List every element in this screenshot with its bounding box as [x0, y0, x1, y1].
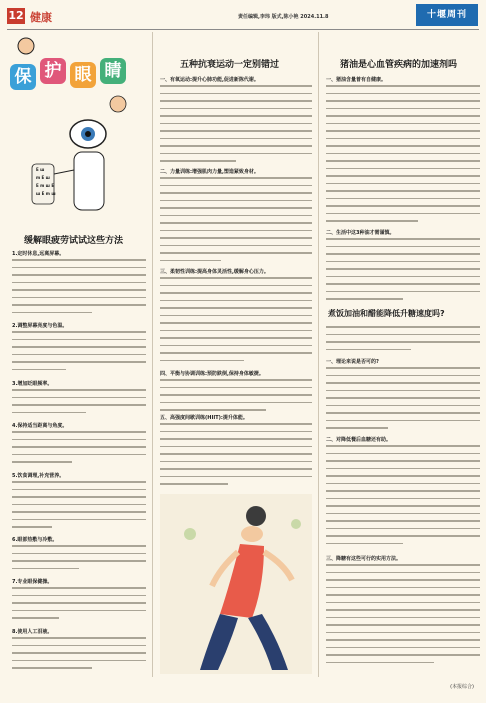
body-text	[12, 259, 146, 319]
article-subhead: 三、柔韧性训练:提高身体灵活性,缓解身心压力。	[160, 269, 269, 275]
body-text	[326, 85, 480, 228]
editor-meta: 责任编辑,李玮 版式,陈小艳 2024.11.8	[238, 14, 329, 20]
article-subhead: 1.定时休息,远离屏幕。	[12, 251, 65, 257]
title-char: 保	[10, 64, 36, 90]
body-text	[160, 177, 312, 267]
article-subhead: 三、降糖有这些可行的实用方法。	[326, 556, 402, 562]
title-char: 眼	[70, 62, 96, 88]
masthead-logo: 十堰周刊	[416, 4, 478, 26]
body-text	[12, 545, 146, 575]
article-headline: 缓解眼疲劳试试这些方法	[24, 236, 124, 246]
article-headline: 煮饭加油和醋能降低升糖速度吗?	[328, 309, 445, 318]
body-text	[326, 564, 480, 669]
body-text	[326, 367, 480, 435]
article-subhead: 五、高强度间歇训练(HIIT):提升体能。	[160, 415, 248, 421]
body-text	[12, 481, 146, 534]
body-text	[160, 277, 312, 367]
article-subhead: 5.饮食调理,补充营养。	[12, 473, 65, 479]
title-char: 睛	[100, 58, 126, 84]
article-subhead: 二、力量训练:增强肌肉力量,塑造紧致身材。	[160, 169, 259, 175]
body-text	[160, 379, 312, 417]
article-subhead: 4.保持适当距离与角度。	[12, 423, 68, 429]
title-char: 护	[40, 58, 66, 84]
body-text	[326, 445, 480, 550]
article-subhead: 四、平衡与协调训练:预防跌倒,保持身体敏捷。	[160, 371, 264, 377]
article-subhead: 3.增加眨眼频率。	[12, 381, 53, 387]
article-subhead: 二、对降低餐后血糖还有助。	[326, 437, 392, 443]
body-text	[326, 238, 480, 306]
page-header	[0, 0, 486, 30]
header-rule	[7, 29, 479, 30]
exercise-illustration	[160, 494, 312, 674]
doctor-eye-drawing	[8, 34, 134, 224]
article-subhead: 二、生活中这3种油才需谨慎。	[326, 230, 395, 236]
article-subhead: 一、猪油含量普有自健康。	[326, 77, 387, 83]
section-title: 健康	[30, 11, 52, 24]
eye-illustration	[8, 34, 134, 224]
page-number: 12	[8, 9, 24, 22]
body-text	[326, 326, 480, 356]
article-headline: 猪油是心血管疾病的加速剂吗	[340, 60, 458, 70]
body-text	[12, 587, 146, 625]
body-text	[160, 85, 312, 168]
column-divider	[318, 32, 319, 677]
body-text	[12, 431, 146, 469]
column-divider	[152, 32, 153, 677]
eye-chart: E ш m E ш E m ш E ш E m ш	[36, 167, 56, 196]
body-text	[12, 389, 146, 419]
body-text	[12, 637, 146, 675]
article-subhead: 8.使用人工泪液。	[12, 629, 53, 635]
article-subhead: 一、理论来说是否可的?	[326, 359, 379, 365]
body-text	[160, 423, 312, 491]
article-subhead: 2.调整屏幕亮度与色温。	[12, 323, 68, 329]
article-subhead: 一、有氧运动:提升心肺功能,促进新陈代谢。	[160, 77, 259, 83]
article-subhead: 6.眼部热敷与冷敷。	[12, 537, 58, 543]
article-source: (本报综合)	[450, 684, 474, 690]
body-text	[12, 331, 146, 376]
article-headline: 五种抗衰运动一定别错过	[180, 60, 280, 70]
article-subhead: 7.专业眼保健操。	[12, 579, 53, 585]
